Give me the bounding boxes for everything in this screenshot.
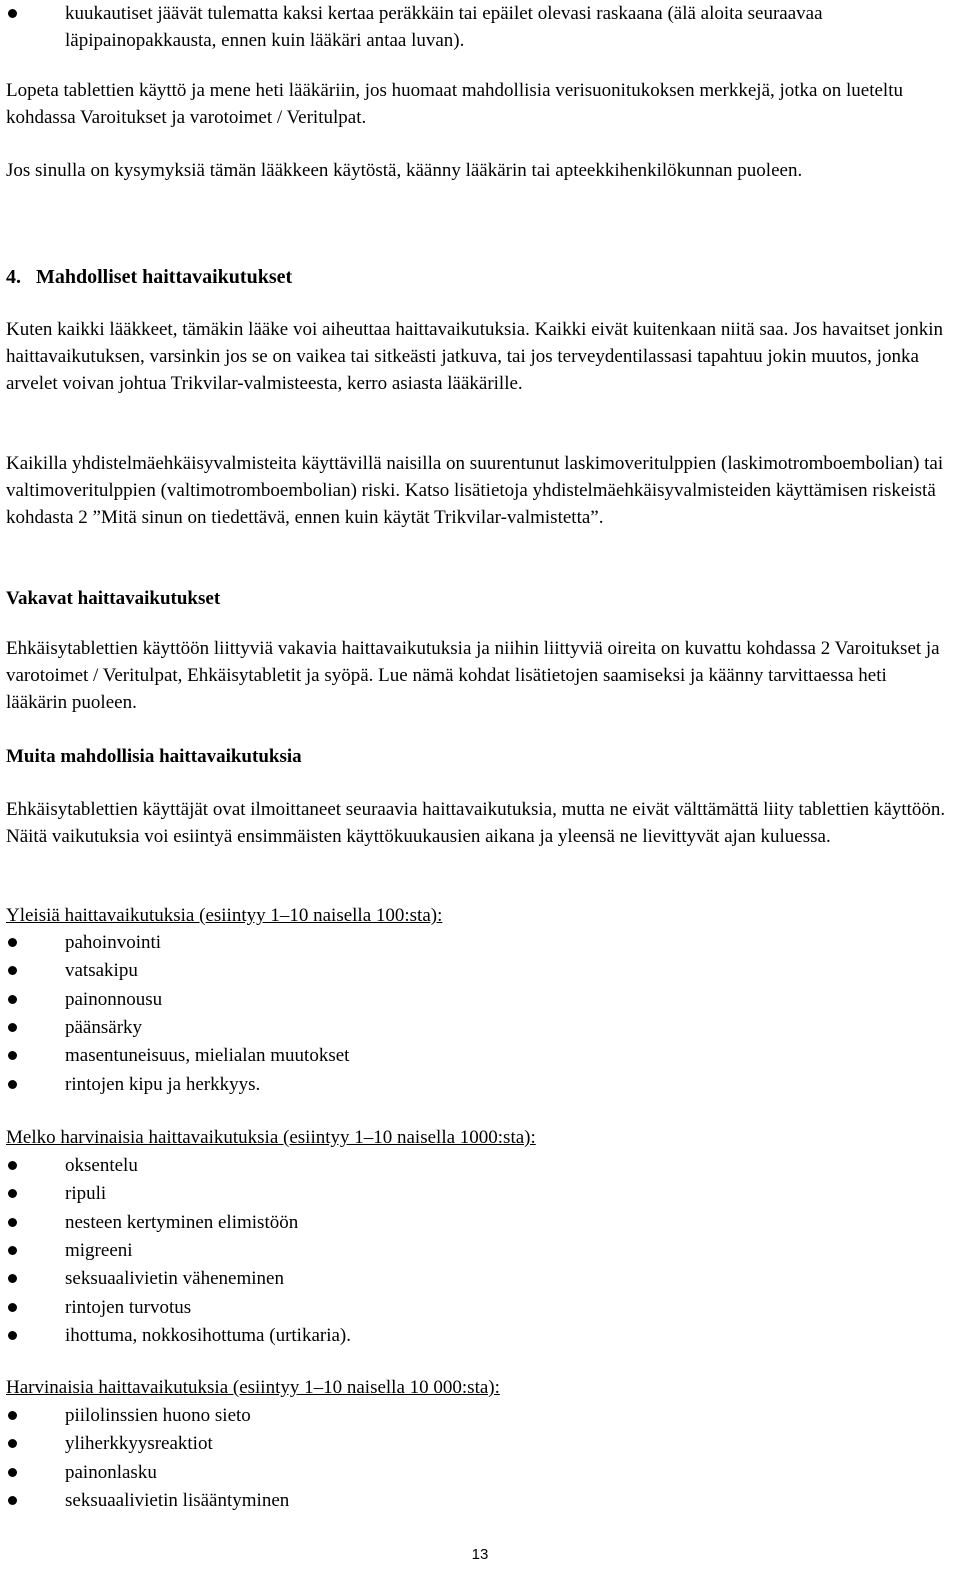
list-item <box>6 1402 952 1430</box>
rare-heading-text: Harvinaisia haittavaikutuksia (esiintyy 1–10 naisella 10 000:sta): <box>6 1377 500 1398</box>
bullet-icon <box>8 1051 17 1060</box>
other-heading: Muita mahdollisia haittavaikutuksia <box>6 746 302 767</box>
bullet-icon <box>8 1439 17 1448</box>
list-item <box>6 1209 952 1237</box>
list-item-text: migreeni <box>65 1239 133 1261</box>
bullet-icon <box>8 1411 17 1420</box>
list-item <box>6 1180 952 1208</box>
list-item-text: yliherkkyysreaktiot <box>65 1433 213 1455</box>
common-heading <box>6 902 952 929</box>
para-stop-use: Lopeta tablettien käyttö ja mene heti lääkäriin, jos huomaat mahdollisia verisuonitukoksen merkkejä, jotka on lueteltu kohdassa Varoitukset ja varotoimet / Veritulpat. <box>6 80 903 128</box>
list-item <box>6 1014 952 1042</box>
list-item-text: oksentelu <box>65 1155 138 1176</box>
para-combined-contraceptives: Kaikilla yhdistelmäehkäisyvalmisteita käyttävillä naisilla on suurentunut laskimoveritulppien (laskimotromboembolian) tai valtimoveritulppien (valtimotromboembolian) riski. Katso lisätietoja yhdistelmäehkäisyvalmisteiden käyttämisen riskeistä kohdasta 2 ”Mitä sinun on tiedettävä, ennen kuin käytät Trikvilar-valmistetta”. <box>6 453 944 528</box>
list-item <box>6 929 952 957</box>
uncommon-heading-text: Melko harvinaisia haittavaikutuksia (esiintyy 1–10 naisella 1000:sta): <box>6 1127 536 1148</box>
bullet-icon <box>8 1023 17 1032</box>
list-item-text: piilolinssien huono sieto <box>65 1405 251 1426</box>
bullet-icon <box>8 966 17 975</box>
bullet-icon <box>8 1246 17 1255</box>
para-other: Ehkäisytablettien käyttäjät ovat ilmoittaneet seuraavia haittavaikutuksia, mutta ne eivät välttämättä liity tablettien käyttöön. Näitä vaikutuksia voi esiintyä ensimmäisten käyttökuukausien aikana ja yleensä ne lievittyvät ajan kuluessa. <box>6 799 946 847</box>
list-item <box>6 1294 952 1322</box>
list-item-text: ripuli <box>65 1183 107 1205</box>
list-item <box>6 957 952 985</box>
serious-heading: Vakavat haittavaikutukset <box>6 588 221 609</box>
bullet-icon <box>8 1189 17 1198</box>
bullet-icon <box>8 995 17 1004</box>
top-bullet-item <box>6 0 952 54</box>
list-item <box>6 1430 952 1458</box>
bullet-icon <box>8 1161 17 1170</box>
uncommon-heading <box>6 1124 952 1151</box>
list-item <box>6 1459 952 1487</box>
bullet-icon <box>8 1080 17 1089</box>
bullet-icon <box>8 1331 17 1340</box>
section-4-heading: 4. Mahdolliset haittavaikutukset <box>6 266 293 288</box>
list-item <box>6 1237 952 1265</box>
list-item <box>6 1265 952 1293</box>
list-item-text: painonlasku <box>65 1461 157 1483</box>
para-questions: Jos sinulla on kysymyksiä tämän lääkkeen käytöstä, käänny lääkärin tai apteekkihenkilökunnan puoleen. <box>6 160 803 181</box>
list-item <box>6 1487 952 1515</box>
list-item <box>6 986 952 1014</box>
list-item-text: painonnousu <box>65 988 163 1010</box>
page-number: 13 <box>471 1546 489 1563</box>
bullet-icon <box>8 1496 17 1505</box>
list-item-text: rintojen kipu ja herkkyys. <box>65 1073 261 1095</box>
list-item-text: seksuaalivietin väheneminen <box>65 1268 284 1290</box>
list-item-text: päänsärky <box>65 1016 143 1038</box>
common-heading-text: Yleisiä haittavaikutuksia (esiintyy 1–10 naisella 100:sta): <box>6 905 443 926</box>
bullet-icon <box>8 1274 17 1283</box>
bullet-icon <box>8 1218 17 1227</box>
list-item <box>6 1071 952 1099</box>
bullet-icon <box>8 938 17 947</box>
para-serious: Ehkäisytablettien käyttöön liittyviä vakavia haittavaikutuksia ja niihin liittyviä oireita on kuvattu kohdassa 2 Varoitukset ja varotoimet / Veritulpat, Ehkäisytabletit ja syöpä. Lue nämä kohdat lisätietojen saamiseksi ja käänny tarvittaessa heti lääkärin puoleen. <box>6 638 940 713</box>
list-item-text: seksuaalivietin lisääntyminen <box>65 1489 290 1511</box>
para-side-effects-intro: Kuten kaikki lääkkeet, tämäkin lääke voi aiheuttaa haittavaikutuksia. Kaikki eivät kuitenkaan niitä saa. Jos havaitset jonkin haittavaikutuksen, varsinkin jos se on vaikea tai sitkeästi jatkuva, tai jos terveydentilassasi tapahtuu jokin muutos, jonka arvelet voivan johtua Trikvilar-valmisteesta, kerro asiasta lääkärille. <box>6 319 944 394</box>
list-item-text: vatsakipu <box>65 960 138 982</box>
bullet-icon <box>8 1468 17 1477</box>
bullet-icon <box>8 9 17 18</box>
list-item-text: masentuneisuus, mielialan muutokset <box>65 1045 350 1067</box>
bullet-icon <box>8 1303 17 1312</box>
list-item-text: rintojen turvotus <box>65 1296 192 1318</box>
list-item-text: pahoinvointi <box>65 932 162 953</box>
list-item <box>6 1152 952 1180</box>
list-item-text: ihottuma, nokkosihottuma (urtikaria). <box>65 1324 352 1346</box>
top-bullet-text: kuukautiset jäävät tulematta kaksi kertaa peräkkäin tai epäilet olevasi raskaana (älä aloita seuraavaa läpipainopakkausta, ennen kuin lääkäri antaa luvan). <box>65 3 823 51</box>
rare-heading <box>6 1374 952 1401</box>
list-item-text: nesteen kertyminen elimistöön <box>65 1211 299 1233</box>
list-item <box>6 1322 952 1350</box>
list-item <box>6 1042 952 1070</box>
